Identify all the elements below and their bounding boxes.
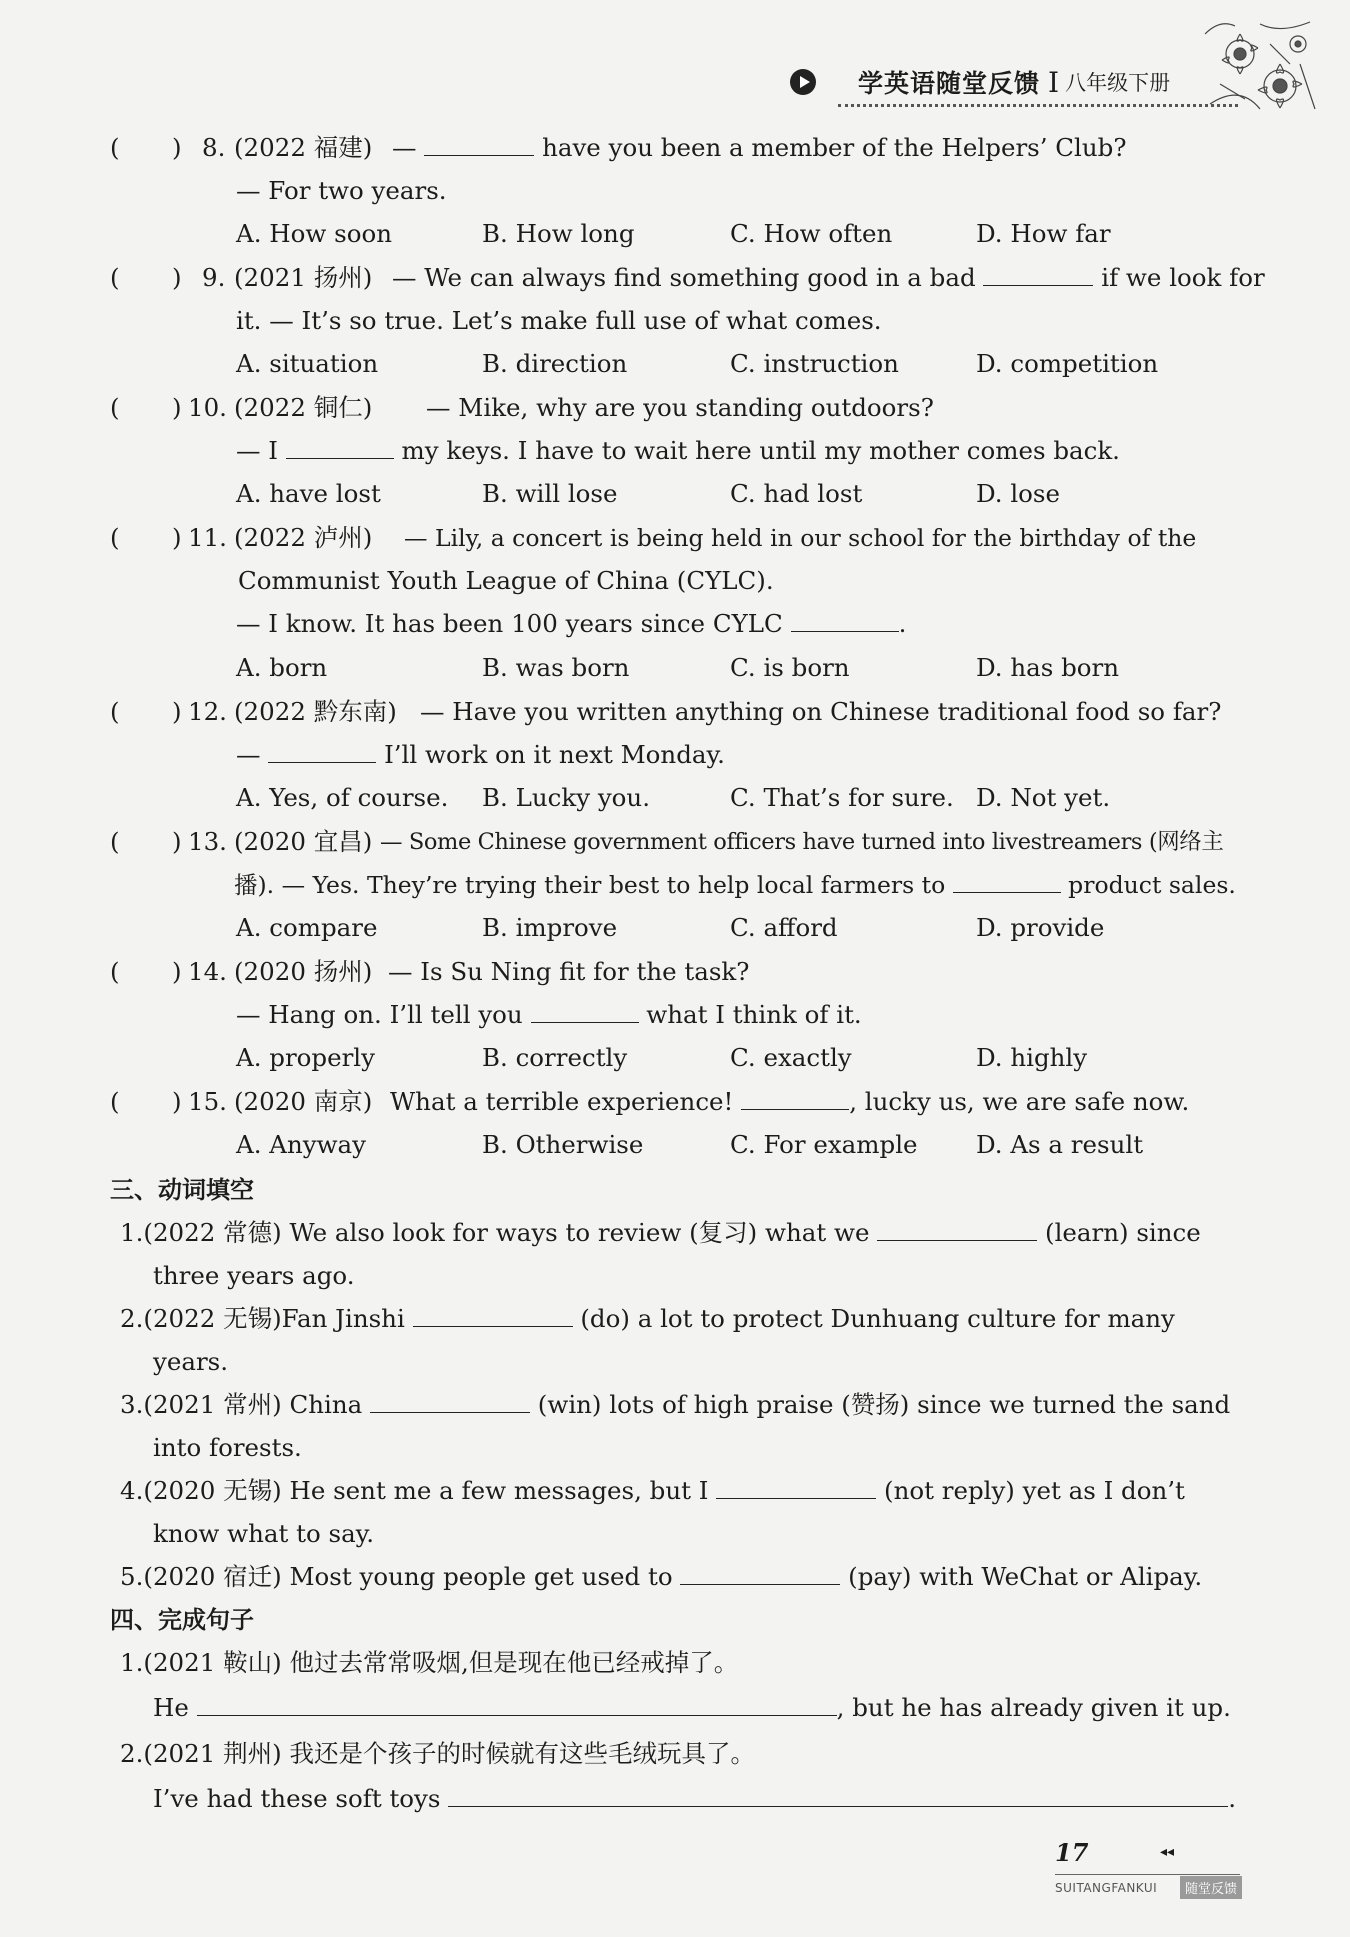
item-text: China [289,1390,370,1419]
item-verb-hint: (win) lots of high praise (赞扬) since we turned the sand [530,1390,1231,1419]
complete-item-2-answer [153,1783,1236,1815]
worksheet-page: 学英语随堂反馈 I 八年级下册 ( ) 8. (2022 福建) — have you been a member of the Helpers’ Club? — For two years. A. How soon B. How long C. How often D. How far ( ) 9. (2021 扬州) — We can always find something good in a bad if we look for it. — It’s so true. Let’s make full use of what comes. A. situation B. direction C. instruction D. competition ( ) 10. (2022 铜仁) — Mike, why are you standing outdoors? — I my keys. I have to wait here until my mother comes back. A. have lost B. will lose C. had lost D. lose ( ) 11. (2022 泸州) — Lily, a concert is being held in our school for the birthday of the Communist Youth League of China (CYLC). — I know. It has been 100 years since CYLC . A. born B. was born C. is born D. has born ( ) 12. (2022 黔东南) — Have you written anything on Chinese traditional food so far? — I’ll work on it next Monday. A. Yes, of course. B. Lucky you. C. That’s for sure. D. Not yet. ( ) 13. (2020 宜昌) — Some Chinese government officers have turned into livestreamers (网络主 播). — Yes. They’re trying their best to help local farmers to product sales. A. compare B. improve C. afford D. provide ( ) 14. (2020 扬州) — Is Su Ning fit for the task? — Hang on. I’ll tell you what I think of it. A. properly B. correctly C. exactly D. highly ( ) 15. (2020 南京) What a terrible experience! , lucky us, we are safe now. A. Anyway B. Otherwise C. For example D. As a result 三、动词填空 1.(2022 常德) We also look for ways to review (复习) what we (learn) since three years ago. 2.(2022 无锡)Fan Jinshi (do) a lot to protect Dunhuang culture for many years. 3.(2021 常州) China (win) lots of high praise (赞扬) since we turned the sand into forests. 4.(2020 无锡) He sent me a few messages, but I (not reply) yet as I don’t know what to say. 5.(2020 宿迁) Most young people get used to (pay) with WeChat or Alipay. 四、完成句子 1.(2021 鞍山) 他过去常常吸烟,但是现在他已经戒掉了。 He , but he has already given it up. 2.(2021 荆州) 我还是个孩子的时候就有这些毛绒玩具了。 I’ve had these soft toys . 17 ◂◂ SUITANGFANKUI 随堂反馈 [0,0,1350,1937]
footer-rule [1055,1874,1240,1875]
option-a[interactable]: A. born [236,653,328,682]
item-text: Most young people get used to [289,1562,681,1591]
option-c[interactable]: C. afford [730,913,838,942]
item-source: (2021 鞍山) [143,1648,282,1677]
answer-blank[interactable] [531,1000,639,1023]
answer-suffix: , but he has already given it up. [836,1693,1231,1722]
answer-blank[interactable] [877,1218,1037,1241]
option-d[interactable]: D. How far [976,219,1111,248]
option-c[interactable]: C. For example [730,1130,918,1159]
item-text: He sent me a few messages, but I [289,1476,717,1505]
section-4-title: 四、完成句子 [110,1606,254,1634]
fill-item-1 [120,1217,1201,1249]
option-a[interactable]: A. Anyway [236,1130,367,1159]
dialog-prefix: — I [236,436,286,465]
question-text: — Some Chinese government officers have turned into livestreamers (网络主 [380,829,1224,855]
item-number: 2. [120,1304,144,1333]
question-source: (2020 宜昌) [234,827,373,856]
answer-suffix: . [1228,1784,1237,1813]
double-arrow-left-icon: ◂◂ [1160,1844,1175,1860]
question-source: (2020 扬州) [234,957,373,986]
header-dotted-line [838,104,1238,107]
question-text: — Is Su Ning fit for the task? [388,957,750,986]
grade-label: 八年级下册 [1065,71,1171,95]
dialog-prefix: — Hang on. I’ll tell you [236,1000,531,1029]
option-c[interactable]: C. exactly [730,1043,852,1072]
question-source: (2020 南京) [234,1087,373,1116]
question-text: have you been a member of the Helpers’ Club? [534,133,1127,162]
option-c[interactable]: C. instruction [730,349,899,378]
answer-blank[interactable] [197,1693,837,1716]
item-number: 1. [120,1218,144,1247]
answer-blank[interactable] [716,1476,876,1499]
item-number: 3. [120,1390,144,1419]
answer-blank[interactable] [741,1087,849,1110]
dialog-suffix: I’ll work on it next Monday. [376,740,725,769]
complete-item-1 [120,1647,738,1679]
option-c[interactable]: C. is born [730,653,850,682]
option-b[interactable]: B. Lucky you. [482,783,650,812]
option-d[interactable]: D. As a result [976,1130,1144,1159]
question-number: 13. [188,827,227,856]
dialog-suffix: what I think of it. [638,1000,862,1029]
answer-blank[interactable] [413,1304,573,1327]
title-separator: I [1048,65,1060,99]
fill-item-2 [120,1303,1175,1335]
question-number: 8. [202,133,226,162]
question-text: — Mike, why are you standing outdoors? [426,393,934,422]
question-number: 11. [188,523,227,552]
page-header [790,60,1170,104]
item-verb-hint: (learn) since [1037,1218,1201,1247]
question-text-end: , lucky us, we are safe now. [849,1087,1190,1116]
item-source: (2020 无锡) [143,1476,282,1505]
fill-item-3 [120,1389,1230,1421]
option-d[interactable]: D. Not yet. [976,783,1111,812]
question-text: — Lily, a concert is being held in our school for the birthday of the [404,524,1197,552]
option-b[interactable]: B. correctly [482,1043,628,1072]
question-source: (2022 黔东南) [234,697,397,726]
answer-blank[interactable] [286,436,394,459]
answer-blank[interactable] [953,870,1061,893]
option-d[interactable]: D. highly [976,1043,1088,1072]
answer-blank[interactable] [424,133,534,156]
item-chinese-prompt: 我还是个孩子的时候就有这些毛绒玩具了。 [289,1739,755,1768]
answer-blank[interactable] [791,609,899,632]
fill-item-2-line2: years. [153,1347,229,1376]
complete-item-2 [120,1738,755,1770]
item-source: (2021 荆州) [143,1739,282,1768]
complete-item-1-answer [153,1692,1231,1724]
question-source: (2022 泸州) [234,523,373,552]
answer-blank[interactable] [680,1562,840,1585]
option-c[interactable]: C. How often [730,219,893,248]
item-text: Fan Jinshi [281,1304,413,1333]
question-number: 14. [188,957,227,986]
question-number: 12. [188,697,227,726]
option-b[interactable]: B. direction [482,349,628,378]
question-source: (2022 福建) [234,133,373,162]
dialog-prefix: — [236,740,269,769]
fill-item-4-line2: know what to say. [153,1519,375,1548]
option-a[interactable]: A. situation [236,349,379,378]
footer-tag: 随堂反馈 [1180,1876,1242,1899]
option-a[interactable]: A. compare [236,913,378,942]
answer-blank[interactable] [448,1784,1228,1807]
question-source: (2021 扬州) [234,263,373,292]
question-12-line2 [236,739,725,771]
item-number: 2. [120,1739,144,1768]
question-text-end: product sales. [1060,871,1236,899]
item-verb-hint: (not reply) yet as I don’t [876,1476,1185,1505]
option-b[interactable]: B. improve [482,913,618,942]
dialog-dash: — [392,133,425,162]
answer-prefix: He [153,1693,197,1722]
book-title: 学英语随堂反馈 [858,69,1041,98]
item-verb-hint: (do) a lot to protect Dunhuang culture for many [572,1304,1175,1333]
item-text: We also look for ways to review (复习) what we [289,1218,878,1247]
question-number: 15. [188,1087,227,1116]
dialog-prefix: — I know. It has been 100 years since CYLC [236,609,791,638]
option-b[interactable]: B. Otherwise [482,1130,644,1159]
item-chinese-prompt: 他过去常常吸烟,但是现在他已经戒掉了。 [289,1648,739,1677]
question-source: (2022 铜仁) [234,393,373,422]
question-text: — Have you written anything on Chinese traditional food so far? [420,697,1222,726]
fill-item-4 [120,1475,1185,1507]
option-a[interactable]: A. Yes, of course. [236,783,449,812]
option-b[interactable]: B. will lose [482,479,618,508]
answer-prefix: I’ve had these soft toys [153,1784,449,1813]
fill-item-5 [120,1561,1202,1593]
play-icon [790,69,816,95]
item-source: (2020 宿迁) [143,1562,282,1591]
question-11-line2: Communist Youth League of China (CYLC). [238,566,774,595]
item-number: 5. [120,1562,144,1591]
dialog-suffix: my keys. I have to wait here until my mother comes back. [393,436,1120,465]
section-3-title: 三、动词填空 [110,1176,254,1204]
option-d[interactable]: D. lose [976,479,1061,508]
item-number: 1. [120,1648,144,1677]
answer-blank[interactable] [370,1390,530,1413]
option-a[interactable]: A. have lost [236,479,381,508]
option-a[interactable]: A. How soon [236,219,392,248]
option-c[interactable]: C. had lost [730,479,863,508]
question-9-line2: it. — It’s so true. Let’s make full use of what comes. [236,306,882,335]
option-b[interactable]: B. How long [482,219,635,248]
question-10-line2 [236,435,1120,467]
answer-blank[interactable] [268,740,376,763]
option-d[interactable]: D. competition [976,349,1159,378]
option-a[interactable]: A. properly [236,1043,375,1072]
option-c[interactable]: C. That’s for sure. [730,783,954,812]
item-number: 4. [120,1476,144,1505]
question-text: — We can always find something good in a bad [392,263,984,292]
option-b[interactable]: B. was born [482,653,630,682]
question-number: 9. [202,263,226,292]
item-source: (2022 无锡) [143,1304,282,1333]
item-verb-hint: (pay) with WeChat or Alipay. [840,1562,1203,1591]
item-source: (2022 常德) [143,1218,282,1247]
option-d[interactable]: D. has born [976,653,1120,682]
question-text: What a terrible experience! [390,1087,742,1116]
question-13-line2 [234,869,1236,901]
footer-pinyin: SUITANGFANKUI [1055,1881,1158,1895]
dialog-suffix: . [898,609,907,638]
page-number: 17 [1055,1838,1089,1867]
fill-item-1-line2: three years ago. [153,1261,355,1290]
option-d[interactable]: D. provide [976,913,1105,942]
fill-item-3-line2: into forests. [153,1433,302,1462]
question-text-end: if we look for [1093,263,1265,292]
question-11-line3 [236,608,906,640]
question-text: 播). — Yes. They’re trying their best to help local farmers to [234,871,953,899]
answer-blank[interactable] [983,263,1093,286]
question-14-line2 [236,999,862,1031]
question-number: 10. [188,393,227,422]
question-8-line2: — For two years. [236,176,447,205]
item-source: (2021 常州) [143,1390,282,1419]
flower-decoration-icon [1200,14,1320,124]
